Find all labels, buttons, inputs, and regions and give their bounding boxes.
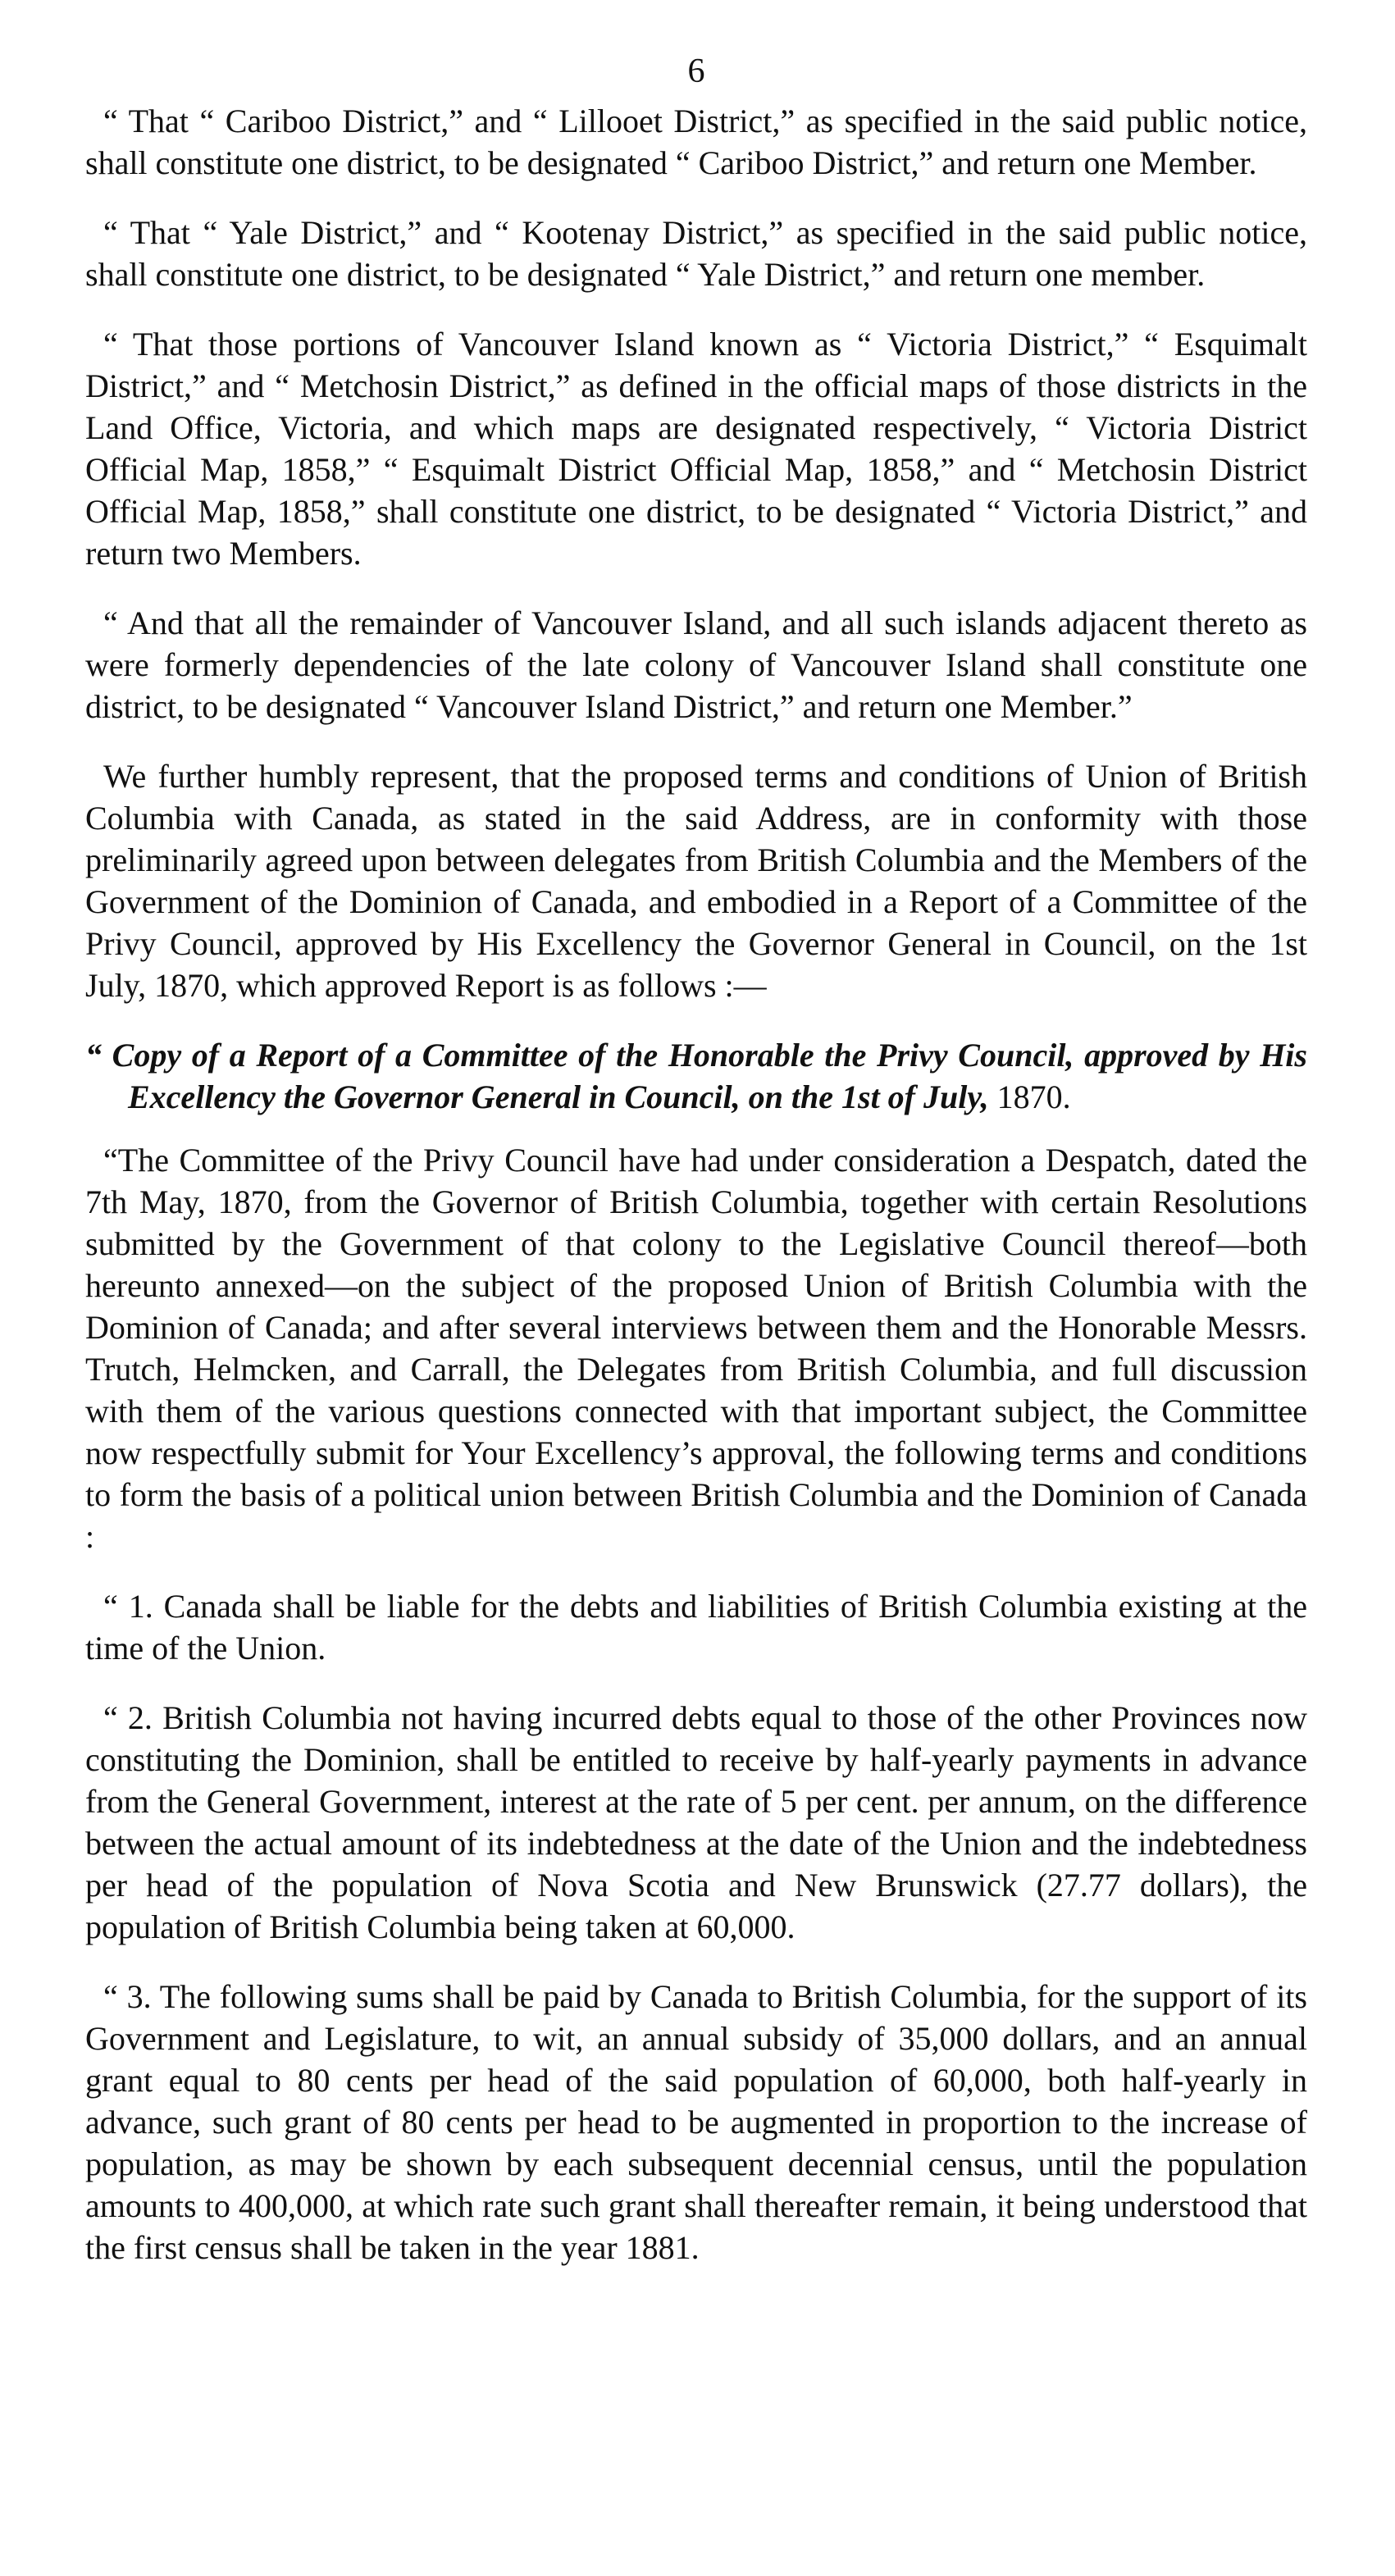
document-page (85, 51, 1307, 2296)
paragraph-committee: “The Committee of the Privy Council have had under consideration a Despatch, dated the 7th May, 1870, from the Governor of British Columbia, together with certain Resolutions submitted by the Government of that colony to the Legislative Council thereof—both hereunto annexed—on the subject of the proposed Union of British Columbia with the Dominion of Canada; and after several interviews between them and the Honorable Messrs. Trutch, Helmcken, and Carrall, the Delegates from British Columbia, and full discussion with them of the various questions connected with that important subject, the Committee now respectfully submit for Your Excellency’s approval, the following terms and conditions to form the basis of a political union between British Columbia and the Dominion of Canada : (85, 1142, 1307, 1555)
report-heading-text: “ Copy of a Report of a Committee of the Honorable the Privy Council, approved by His Excellency the Governor General in Council, on the 1st of July, (85, 1037, 1307, 1115)
paragraph-term-2: “ 2. British Columbia not having incurred debts equal to those of the other Provinces now constituting the Dominion, shall be entitled to receive by half-yearly payments in advance from the General Government, interest at the rate of 5 per cent. per annum, on the difference between the actual amount of its indebtedness at the date of the Union and the indebtedness per head of the population of Nova Scotia and New Brunswick (27.77 dollars), the population of British Columbia being taken at 60,000. (85, 1699, 1307, 1945)
paragraph-victoria-district: “ That those portions of Vancouver Island known as “ Victoria District,” “ Esquimalt District,” and “ Metchosin District,” as defined in the official maps of those districts in the Land Office, Victoria, and which maps are designated respectively, “ Victoria District Official Map, 1858,” “ Esquimalt District Official Map, 1858,” and “ Metchosin District Official Map, 1858,” shall constitute one district, to be designated “ Victoria District,” and return two Members. (85, 326, 1307, 572)
page-number: 6 (687, 52, 705, 90)
paragraph-vancouver-island-district: “ And that all the remainder of Vancouver Island, and all such islands adjacent thereto as were formerly dependencies of the late colony of Vancouver Island shall constitute one district, to be designated “ Vancouver Island District,” and return one Member.” (85, 604, 1307, 725)
report-heading-year: 1870. (988, 1078, 1071, 1115)
report-heading (85, 1034, 1307, 1118)
paragraph-term-3: “ 3. The following sums shall be paid by Canada to British Columbia, for the support of its Government and Legislature, to wit, an annual subsidy of 35,000 dollars, and an annual grant equal to 80 cents per head of the said population of 60,000, both half-yearly in advance, such grant of 80 cents per head to be augmented in proportion to the increase of population, as may be shown by each subsequent decennial census, until the population amounts to 400,000, at which rate such grant shall thereafter remain, it being understood that the first census shall be taken in the year 1881. (85, 1978, 1307, 2266)
paragraph-term-1: “ 1. Canada shall be liable for the debts and liabilities of British Columbia existing at the time of the Union. (85, 1588, 1307, 1666)
paragraph-yale-district: “ That “ Yale District,” and “ Kootenay District,” as specified in the said public notice, shall constitute one district, to be designated “ Yale District,” and return one member. (85, 214, 1307, 293)
paragraph-representation: We further humbly represent, that the proposed terms and conditions of Union of British Columbia with Canada, as stated in the said Address, are in conformity with those preliminarily agreed upon between delegates from British Columbia and the Members of the Government of the Dominion of Canada, and embodied in a Report of a Committee of the Privy Council, approved by His Excellency the Governor General in Council, on the 1st July, 1870, which approved Report is as follows :— (85, 758, 1307, 1004)
paragraph-cariboo-district: “ That “ Cariboo District,” and “ Lillooet District,” as specified in the said public notice, shall constitute one district, to be designated “ Cariboo District,” and return one Member. (85, 103, 1307, 181)
